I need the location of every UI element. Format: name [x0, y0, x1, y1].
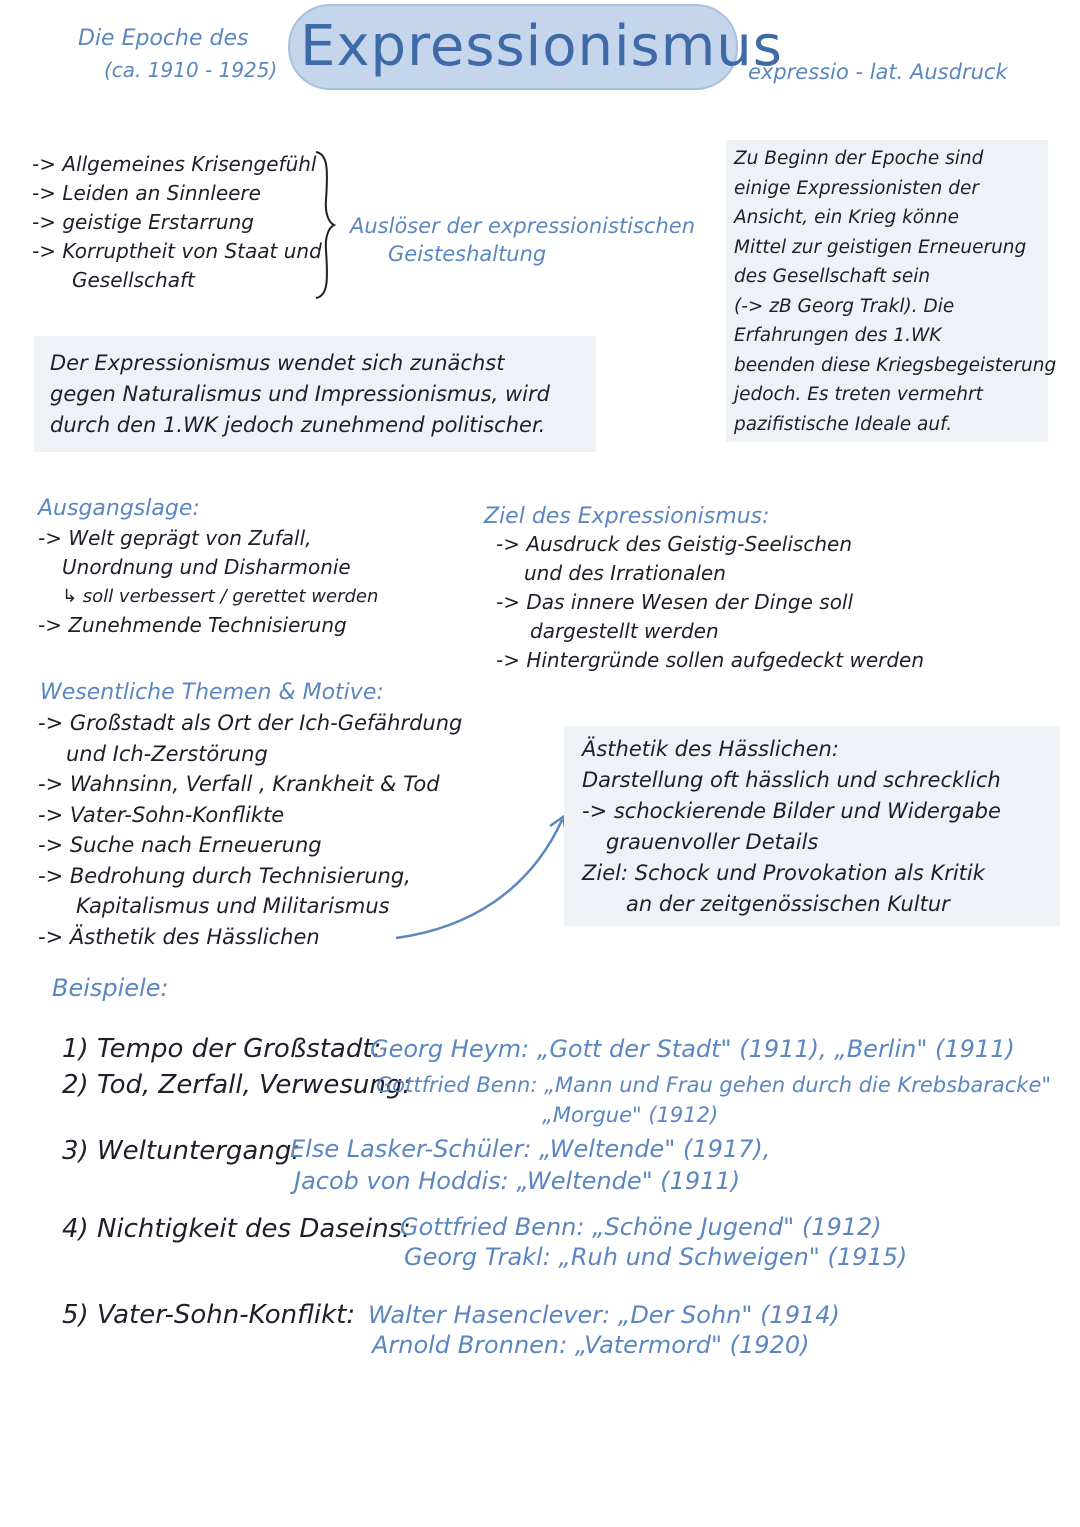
example-label: 3) Weltuntergang:: [62, 1136, 301, 1166]
list-item: ↳ soll verbessert / gerettet werden: [62, 586, 379, 607]
etymology: expressio - lat. Ausdruck: [748, 60, 1008, 84]
aesthetik-note-box: [564, 726, 1060, 926]
list-item: -> Suche nach Erneuerung: [38, 833, 322, 857]
list-item: Gesellschaft: [72, 268, 195, 292]
note-line: pazifistische Ideale auf.: [734, 413, 953, 435]
example-work: Gottfried Benn: „Mann und Frau gehen durch die Krebsbaracke": [376, 1073, 1052, 1097]
list-item: -> Hintergründe sollen aufgedeckt werden: [496, 648, 925, 672]
note-line: grauenvoller Details: [606, 830, 819, 854]
note-line: an der zeitgenössischen Kultur: [626, 892, 950, 916]
note-line: des Gesellschaft sein: [734, 266, 931, 287]
war-note-box: [726, 140, 1057, 442]
beispiele-heading: Beispiele:: [52, 974, 169, 1002]
ziel-list: [496, 530, 976, 675]
note-line: Ziel: Schock und Provokation als Kritik: [582, 861, 985, 885]
curly-brace-icon: [314, 150, 336, 300]
note-line: beenden diese Kriegsbegeisterung: [734, 354, 1057, 376]
note-line: Darstellung oft hässlich und schrecklich: [582, 768, 1001, 792]
list-item: -> Zunehmende Technisierung: [38, 613, 347, 637]
example-work: Jacob von Hoddis: „Weltende" (1911): [294, 1167, 741, 1195]
list-item: -> Allgemeines Krisengefühl: [32, 152, 317, 176]
example-work: Arnold Bronnen: „Vatermord" (1920): [372, 1331, 810, 1359]
example-work: Gottfried Benn: „Schöne Jugend" (1912): [400, 1213, 882, 1241]
list-item: Kapitalismus und Militarismus: [76, 894, 390, 918]
list-item: -> Ästhetik des Hässlichen: [38, 924, 320, 949]
note-line: -> schockierende Bilder und Widergabe: [582, 799, 1001, 823]
list-item: -> Welt geprägt von Zufall,: [38, 526, 312, 550]
note-line: gegen Naturalismus und Impressionismus, wird: [50, 382, 550, 406]
example-label: 1) Tempo der Großstadt:: [62, 1034, 382, 1064]
themen-heading: Wesentliche Themen & Motive:: [40, 680, 384, 705]
list-item: -> Leiden an Sinnleere: [32, 181, 261, 205]
list-item: dargestellt werden: [530, 619, 719, 643]
example-label: 5) Vater-Sohn-Konflikt:: [62, 1300, 356, 1330]
ausgangslage-heading: Ausgangslage:: [38, 496, 200, 521]
list-item: -> Wahnsinn, Verfall , Krankheit & Tod: [38, 772, 440, 796]
note-line: Ansicht, ein Krieg könne: [734, 207, 959, 228]
list-item: -> Großstadt als Ort der Ich-Gefährdung: [38, 711, 463, 735]
epoch-intro: Die Epoche des: [78, 26, 249, 51]
page-title: Expressionismus: [300, 14, 783, 79]
list-item: und Ich-Zerstörung: [66, 741, 268, 766]
example-work: Georg Heym: „Gott der Stadt" (1911), „Berlin" (1911): [370, 1035, 1015, 1063]
example-work: „Morgue" (1912): [542, 1103, 719, 1127]
causes-label-2: Geisteshaltung: [388, 242, 547, 266]
note-line: einige Expressionisten der: [734, 177, 979, 199]
example-label: 2) Tod, Zerfall, Verwesung:: [62, 1070, 412, 1100]
epoch-dates: (ca. 1910 - 1925): [104, 58, 278, 82]
note-line: Der Expressionismus wendet sich zunächst: [50, 351, 505, 375]
example-work: Walter Hasenclever: „Der Sohn" (1914): [368, 1301, 840, 1329]
list-item: -> Vater-Sohn-Konflikte: [38, 802, 285, 827]
list-item: -> Bedrohung durch Technisierung,: [38, 863, 411, 888]
note-line: (-> zB Georg Trakl). Die: [734, 295, 955, 317]
list-item: -> Ausdruck des Geistig-Seelischen: [496, 532, 852, 556]
causes-list: [32, 150, 322, 295]
curved-arrow-icon: [380, 800, 580, 950]
note-line: durch den 1.WK jedoch zunehmend politischer.: [50, 413, 546, 437]
list-item: Unordnung und Disharmonie: [62, 555, 351, 579]
note-line: jedoch. Es treten vermehrt: [734, 384, 983, 405]
list-item: und des Irrationalen: [524, 561, 726, 585]
list-item: -> Korruptheit von Staat und: [32, 239, 322, 263]
intro-note-box: [34, 336, 596, 452]
list-item: -> geistige Erstarrung: [32, 210, 254, 234]
ziel-heading: Ziel des Expressionismus:: [484, 504, 770, 529]
note-line: Mittel zur geistigen Erneuerung: [734, 236, 1027, 258]
list-item: -> Das innere Wesen der Dinge soll: [496, 590, 854, 614]
example-work: Else Lasker-Schüler: „Weltende" (1917),: [290, 1135, 771, 1163]
box-heading: Ästhetik des Hässlichen:: [582, 737, 839, 761]
causes-label: Auslöser der expressionistischen: [350, 214, 696, 238]
note-line: Erfahrungen des 1.WK: [734, 325, 942, 346]
note-line: Zu Beginn der Epoche sind: [734, 148, 984, 169]
example-label: 4) Nichtigkeit des Daseins:: [62, 1214, 411, 1244]
example-work: Georg Trakl: „Ruh und Schweigen" (1915): [404, 1243, 908, 1271]
ausgangslage-list: [38, 524, 458, 640]
